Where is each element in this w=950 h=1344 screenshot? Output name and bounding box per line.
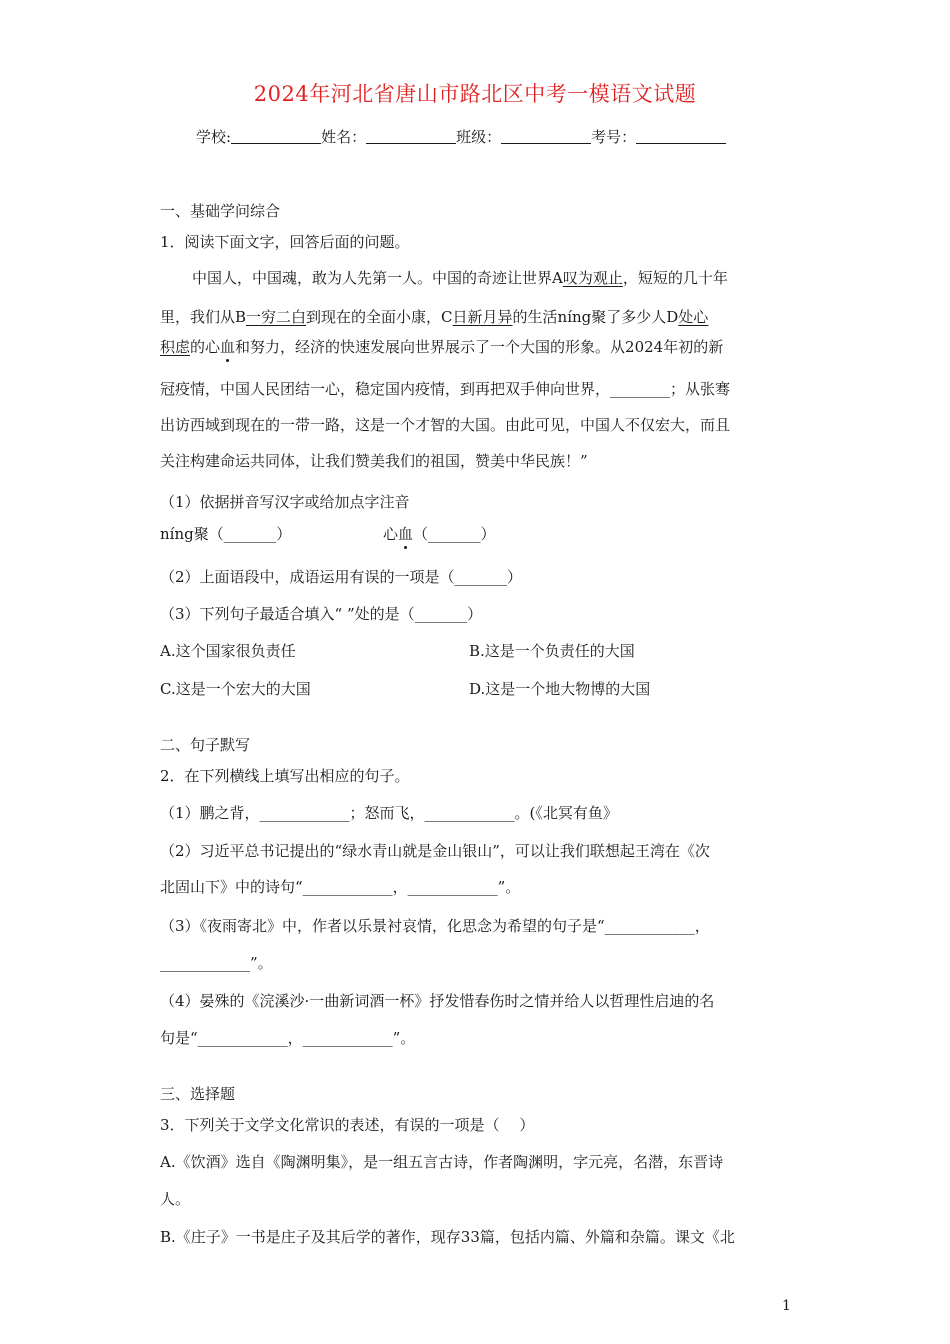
idiom-a: 叹为观止: [562, 269, 623, 287]
section-heading-3: 三、选择题: [160, 1085, 236, 1103]
dictation-line-5[interactable]: ____________”。: [160, 954, 273, 972]
question-1-stem: 1．阅读下面文字，回答后面的问题。: [160, 233, 410, 251]
option-a[interactable]: A.这个国家很负责任: [160, 642, 296, 660]
sub-question-2[interactable]: （2）上面语段中，成语运用有误的一项是（_______）: [160, 568, 523, 586]
dictation-line-2: （2）习近平总书记提出的“绿水青山就是金山银山”，可以让我们联想起王湾在《次: [160, 842, 710, 860]
choice-b-line-1[interactable]: B.《庄子》一书是庄子及其后学的著作，现存33篇，包括内篇、外篇和杂篇。课文《北: [160, 1228, 735, 1246]
dictation-line-7[interactable]: 句是“____________，____________”。: [160, 1029, 416, 1047]
option-d[interactable]: D.这是一个地大物博的大国: [469, 680, 651, 698]
passage-line-3: 积虑的心血和努力，经济的快速发展向世界展示了一个大国的形象。从2024年初的新: [160, 338, 724, 356]
dictation-line-6: （4）晏殊的《浣溪沙·一曲新词酒一杯》抒发惜春伤时之情并给人以哲理性启迪的名: [160, 992, 715, 1010]
name-blank[interactable]: [366, 128, 456, 144]
class-label: 班级：: [456, 128, 502, 146]
passage-line-6: 关注构建命运共同体，让我们赞美我们的祖国，赞美中华民族！”: [160, 452, 588, 470]
page-number: 1: [782, 1298, 791, 1314]
idiom-d-part2: 积虑: [160, 338, 191, 356]
option-c[interactable]: C.这是一个宏大的大国: [160, 680, 311, 698]
passage-line-1: 中国人，中国魂，敢为人先第一人。中国的奇迹让世界A叹为观止，短短的几十年: [192, 269, 728, 287]
exam-number-label: 考号：: [591, 128, 637, 146]
dotted-char-xue-2: 血: [398, 525, 414, 543]
passage-line-4: 冠疫情，中国人民团结一心，稳定国内疫情，到再把双手伸向世界，________；从张骞: [160, 380, 731, 398]
dictation-line-1[interactable]: （1）鹏之背，____________；怒而飞，____________。(《北冥有鱼》: [160, 804, 618, 822]
sub-question-3[interactable]: （3）下列句子最适合填入“ ”处的是（_______）: [160, 605, 483, 623]
idiom-d-part1: 处心: [678, 308, 709, 326]
dictation-line-4[interactable]: （3）《夜雨寄北》中，作者以乐景衬哀情，化思念为希望的句子是“____________，: [160, 917, 710, 935]
answer-xinxue[interactable]: 心血（_______）: [383, 525, 496, 543]
idiom-c: 日新月异: [452, 308, 513, 326]
section-heading-2: 二、句子默写: [160, 736, 251, 754]
choice-a-line-1[interactable]: A.《饮酒》选自《陶渊明集》，是一组五言古诗，作者陶渊明，字元亮，名潜，东晋诗: [160, 1153, 724, 1171]
question-3-stem: 3．下列关于文学文化常识的表述，有误的一项是（ ）: [160, 1116, 535, 1134]
passage-line-2: 里，我们从B一穷二白到现在的全面小康，C日新月异的生活níng聚了多少人D处心: [160, 308, 709, 326]
answer-ning[interactable]: níng聚（_______）: [160, 525, 292, 543]
dotted-char-xue: 血: [220, 338, 236, 356]
option-b[interactable]: B.这是一个负责任的大国: [469, 642, 635, 660]
question-2-stem: 2．在下列横线上填写出相应的句子。: [160, 767, 410, 785]
student-info-line: [196, 127, 726, 147]
passage-line-5: 出访西域到现在的一带一路，这是一个才智的大国。由此可见，中国人不仅宏大，而且: [160, 416, 731, 434]
dictation-line-3[interactable]: 北固山下》中的诗句“____________，____________”。: [160, 878, 521, 896]
school-label: 学校:: [196, 128, 232, 146]
sub-question-1: （1）依据拼音写汉字或给加点字注音: [160, 493, 410, 511]
choice-a-line-2[interactable]: 人。: [160, 1190, 191, 1208]
section-heading-1: 一、基础学问综合: [160, 202, 281, 220]
idiom-b: 一穷二白: [246, 308, 307, 326]
class-blank[interactable]: [501, 128, 591, 144]
page-title: 2024年河北省唐山市路北区中考一模语文试题: [253, 82, 697, 106]
exam-number-blank[interactable]: [636, 128, 726, 144]
school-blank[interactable]: [231, 128, 321, 144]
name-label: 姓名：: [321, 128, 367, 146]
